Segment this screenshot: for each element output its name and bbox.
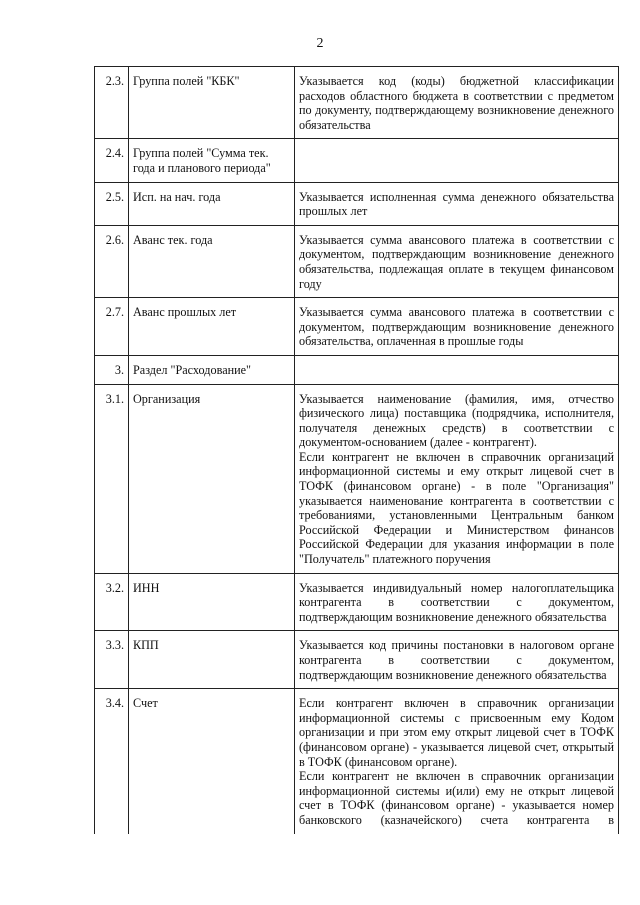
row-number: 2.4. [95,139,129,182]
instructions-table [94,66,619,834]
description-paragraph: Указывается наименование (фамилия, имя, отчество физического лица) поставщика (подрядчика, исполнителя, получателя денежных средств) в соответствии с документом-основанием (далее - контрагент). [299,391,614,450]
field-description [295,689,619,834]
row-number: 3.3. [95,631,129,689]
page-number: 2 [316,36,324,51]
description-paragraph: Указывается исполненная сумма денежного обязательства прошлых лет [299,189,614,219]
row-number: 3.2. [95,573,129,631]
field-name: Раздел "Расходование" [129,355,295,384]
field-name: ИНН [129,573,295,631]
field-description [295,139,619,182]
field-name: Счет [129,689,295,834]
table-row [95,689,619,834]
field-description [295,355,619,384]
description-paragraph: Если контрагент не включен в справочник организации информационной системы и(или) ему не открыт лицевой счет в ТОФК (финансовом органе) - указывается номер банковского (казначейского) счета контрагента в [299,769,614,827]
field-description [295,631,619,689]
description-paragraph: Указывается сумма авансового платежа в соответствии с документом, подтверждающим возникновение денежного обязательства, подлежащая оплате в текущем финансовом году [299,232,614,291]
table-row [95,573,619,631]
row-number: 2.7. [95,298,129,356]
table-row [95,67,619,139]
field-name: Аванс прошлых лет [129,298,295,356]
description-paragraph: Если контрагент включен в справочник организации информационной системы с присвоенным ему Кодом организации и при этом ему открыт лицевой счет в ТОФК (финансовом органе) - указывается лицевой счет, открытый в ТОФК (финансовом органе). [299,696,614,769]
row-number: 2.5. [95,182,129,225]
field-description [295,298,619,356]
field-description [295,225,619,297]
description-paragraph: Указывается код причины постановки в налоговом органе контрагента в соответствии с документом, подтверждающим возникновение денежного обязательства [299,638,614,682]
field-description [295,182,619,225]
instructions-table-body [95,67,619,834]
field-name: Исп. на нач. года [129,182,295,225]
table-row [95,631,619,689]
row-number: 2.6. [95,225,129,297]
table-row [95,355,619,384]
table-row [95,139,619,182]
row-number: 3. [95,355,129,384]
field-name: Организация [129,384,295,573]
table-row [95,182,619,225]
description-paragraph: Указывается индивидуальный номер налогоплательщика контрагента в соответствии с документом, подтверждающим возникновение денежного обязательства [299,580,614,624]
field-name: Аванс тек. года [129,225,295,297]
description-paragraph: Если контрагент не включен в справочник организаций информационной системы и ему открыт лицевой счет в ТОФК (финансовом органе) - в поле "Организация" указывается наименование контрагента в соответствии с требованиями, установленными Центральным банком Российской Федерации и Министерством финансов Российской Федерации для указания информации в поле "Получатель" платежного поручения [299,449,614,567]
table-row [95,384,619,573]
row-number: 3.1. [95,384,129,573]
field-description [295,573,619,631]
table-row [95,298,619,356]
field-description [295,67,619,139]
row-number: 2.3. [95,67,129,139]
description-paragraph: Указывается код (коды) бюджетной классификации расходов областного бюджета в соответствии с предметом по документу, подтверждающему возникновение денежного обязательства [299,74,614,132]
field-name: КПП [129,631,295,689]
field-name: Группа полей "Сумма тек. года и планового периода" [129,139,295,182]
table-row [95,225,619,297]
row-number: 3.4. [95,689,129,834]
field-name: Группа полей "КБК" [129,67,295,139]
field-description [295,384,619,573]
description-paragraph: Указывается сумма авансового платежа в соответствии с документом, подтверждающим возникновение денежного обязательства, оплаченная в прошлые годы [299,305,614,349]
